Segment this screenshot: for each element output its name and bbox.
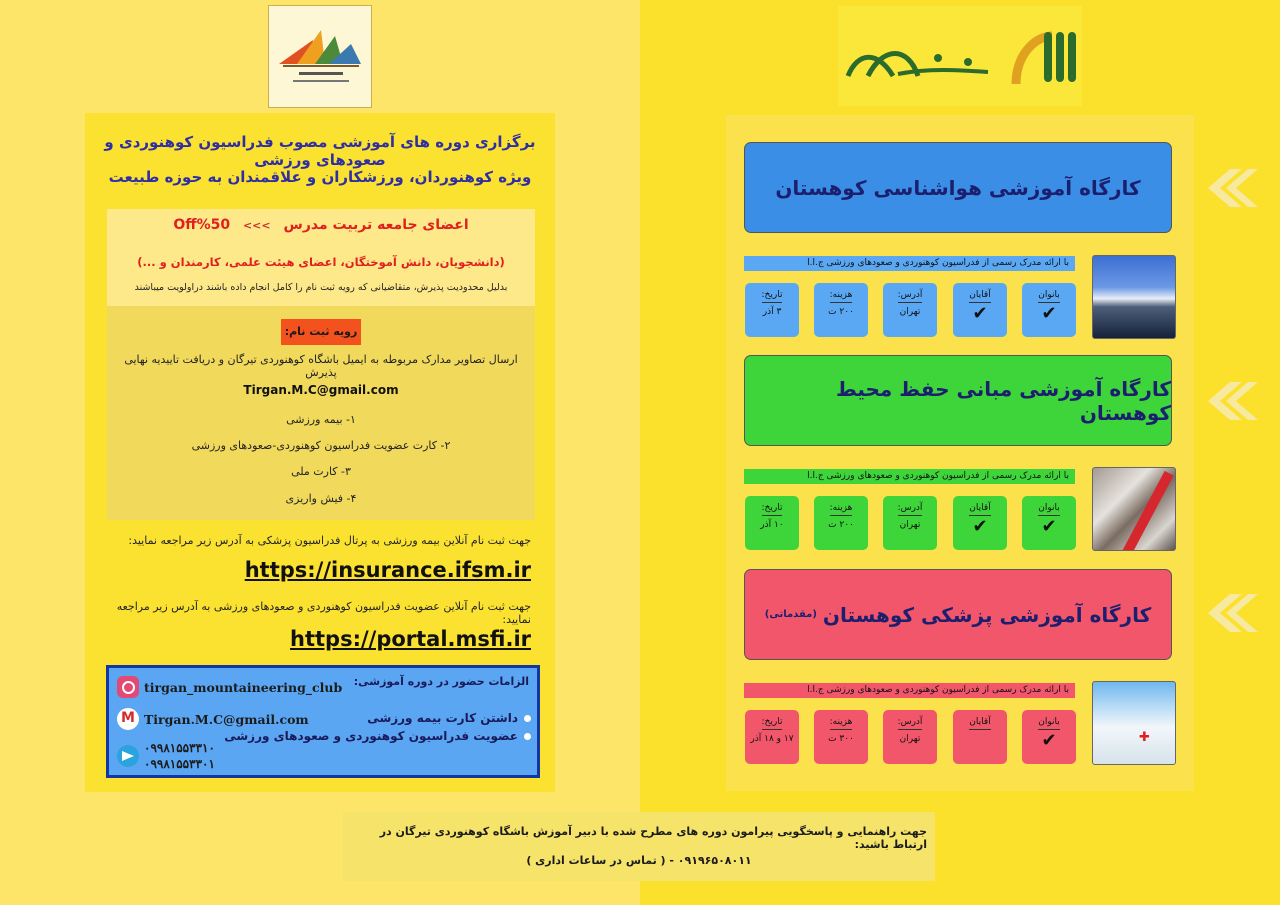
- document-item: ۲- کارت عضویت فدراسیون کوهنوردی-صعودهای ورزشی: [191, 439, 451, 452]
- workshop-banner-environment[interactable]: [744, 355, 1172, 446]
- photo-detail: [1122, 471, 1173, 551]
- men-box: [953, 496, 1007, 550]
- men-label: آقایان: [969, 502, 990, 516]
- requirements-title: الزامات حضور در دوره آموزشی:: [353, 675, 529, 688]
- cost-label: هزینه:: [830, 502, 853, 516]
- chevron-left-icon: [1198, 590, 1258, 636]
- address-box: [883, 283, 937, 337]
- date-box: [745, 710, 799, 764]
- document-item: ۱- بیمه ورزشی: [286, 413, 356, 426]
- requirement-item: [224, 729, 531, 743]
- address-value: تهران: [899, 734, 921, 744]
- women-label: بانوان: [1038, 502, 1060, 516]
- women-box: [1022, 710, 1076, 764]
- date-box: [745, 496, 799, 550]
- address-value: تهران: [899, 520, 921, 530]
- promo-audience: (دانشجویان، دانش آموختگان، اعضای هیئت علمی، کارمندان و ...): [137, 255, 505, 269]
- bullet-icon: [524, 715, 531, 722]
- date-value: ۱۷ و ۱۸ آذر: [750, 734, 794, 744]
- cost-box: [814, 710, 868, 764]
- check-icon: ✔: [1041, 730, 1057, 751]
- date-label: تاریخ:: [762, 716, 783, 730]
- registration-email[interactable]: Tirgan.M.C@gmail.com: [243, 383, 399, 397]
- instagram-icon: [117, 676, 139, 698]
- address-box: [883, 710, 937, 764]
- address-label: آدرس:: [898, 289, 923, 303]
- document-item: ۳- کارت ملی: [291, 465, 351, 478]
- promo-separator: >>>: [242, 219, 271, 232]
- bullet-icon: [524, 733, 531, 740]
- chevron-left-icon: [1198, 165, 1258, 211]
- main-headline: برگزاری دوره های آموزشی مصوب فدراسیون کوهنوردی و صعودهای ورزشی: [104, 133, 536, 169]
- address-box: [883, 496, 937, 550]
- address-label: آدرس:: [898, 502, 923, 516]
- instagram-handle[interactable]: tirgan_mountaineering_club: [144, 679, 343, 695]
- sub-headline: ویژه کوهنوردان، ورزشکاران و علاقمندان به حوزه طبیعت: [108, 168, 532, 186]
- workshop-banner-medicine[interactable]: [744, 569, 1172, 660]
- date-label: تاریخ:: [762, 289, 783, 303]
- workshop-title: کارگاه آموزشی مبانی حفظ محیط کوهستان: [835, 376, 1171, 425]
- date-value: ۱۰ آذر: [760, 520, 784, 530]
- cost-label: هزینه:: [830, 289, 853, 303]
- requirement-text: عضویت فدراسیون کوهنوردی و صعودهای ورزشی: [224, 729, 518, 743]
- document-item: ۴- فیش واریزی: [285, 492, 357, 505]
- workshop-banner-meteorology[interactable]: [744, 142, 1172, 233]
- women-box: [1022, 283, 1076, 337]
- chevron-left-icon: [1198, 378, 1258, 424]
- email-row[interactable]: [117, 708, 309, 730]
- check-icon: ✔: [972, 303, 988, 324]
- promo-note: بدلیل محدودیت پذیرش، متقاضیانی که رویه ثبت نام را کامل انجام داده باشند دراولویت میباشند: [134, 282, 508, 293]
- date-label: تاریخ:: [762, 502, 783, 516]
- promo-title: اعضای جامعه تربیت مدرس: [283, 217, 469, 233]
- cost-value: ۳۰۰ ت: [828, 734, 854, 744]
- insurance-link[interactable]: https://insurance.ifsm.ir: [244, 558, 531, 582]
- men-box: [953, 710, 1007, 764]
- gmail-icon: [117, 708, 139, 730]
- registration-procedure: [107, 306, 535, 520]
- contact-box: [106, 665, 540, 778]
- workshop-title: کارگاه آموزشی هواشناسی کوهستان: [775, 175, 1141, 200]
- club-logo: [268, 5, 372, 108]
- promo-discount: 50%Off: [173, 217, 231, 233]
- instagram-row[interactable]: [117, 676, 342, 698]
- insurance-instruction: جهت ثبت نام آنلاین بیمه ورزشی به پرتال فدراسیون پزشکی به آدرس زیر مراجعه نمایید:: [128, 534, 531, 547]
- date-box: [745, 283, 799, 337]
- women-label: بانوان: [1038, 716, 1060, 730]
- cost-value: ۲۰۰ ت: [828, 307, 854, 317]
- cost-box: [814, 496, 868, 550]
- discount-promo: [107, 209, 535, 306]
- mountain-clouds-photo: [1092, 255, 1176, 339]
- requirement-item: [367, 711, 531, 725]
- cost-label: هزینه:: [830, 716, 853, 730]
- telegram-row[interactable]: [117, 740, 215, 772]
- portal-instruction: جهت ثبت نام آنلاین عضویت فدراسیون کوهنوردی و صعودهای ورزشی به آدرس زیر مراجعه نمایید:: [116, 600, 531, 626]
- footer-contact: [343, 812, 935, 881]
- snow-tent-photo: [1092, 681, 1176, 765]
- registration-title: رویه ثبت نام:: [281, 319, 361, 345]
- men-label: آقایان: [969, 716, 990, 730]
- women-label: بانوان: [1038, 289, 1060, 303]
- check-icon: ✔: [1041, 516, 1057, 537]
- check-icon: ✔: [1041, 303, 1057, 324]
- red-cross-icon: ✚: [1139, 730, 1150, 745]
- university-logo: [838, 6, 1082, 106]
- portal-link[interactable]: https://portal.msfi.ir: [290, 627, 531, 651]
- university-logo-mark: [838, 6, 1082, 106]
- workshop-title: کارگاه آموزشی پزشکی کوهستان: [822, 602, 1152, 627]
- telegram-icon: [117, 745, 139, 767]
- footer-phone[interactable]: ۰۹۱۹۶۵۰۸۰۱۱ - ( تماس در ساعات اداری ): [526, 854, 752, 867]
- address-label: آدرس:: [898, 716, 923, 730]
- contact-email[interactable]: Tirgan.M.C@gmail.com: [144, 711, 309, 727]
- club-logo-mark: [269, 6, 371, 107]
- phone-number[interactable]: ۰۹۹۸۱۵۵۳۳۰۱: [144, 757, 215, 771]
- cost-box: [814, 283, 868, 337]
- cleanup-photo: [1092, 467, 1176, 551]
- check-icon: ✔: [972, 516, 988, 537]
- footer-line: جهت راهنمایی و پاسخگویی پیرامون دوره های مطرح شده با دبیر آموزش باشگاه کوهنوردی تیرگان در ارتباط باشید:: [379, 825, 927, 851]
- registration-description: ارسال تصاویر مدارک مربوطه به ایمیل باشگاه کوهنوردی تیرگان و دریافت تاییدیه نهایی پذیرش: [124, 353, 518, 379]
- women-box: [1022, 496, 1076, 550]
- workshops-panel: [726, 115, 1194, 791]
- phone-numbers: [144, 740, 215, 772]
- course-info-panel: [85, 113, 555, 792]
- address-value: تهران: [899, 307, 921, 317]
- workshop-level: (مقدماتی): [764, 609, 817, 620]
- workshop-condition: با ارائه مدرک رسمی از فدراسیون کوهنوردی و صعودهای ورزشی ج.ا.ا: [744, 256, 1075, 271]
- cost-value: ۲۰۰ ت: [828, 520, 854, 530]
- workshop-condition: با ارائه مدرک رسمی از فدراسیون کوهنوردی و صعودهای ورزشی ج.ا.ا: [744, 683, 1075, 698]
- requirement-text: داشتن کارت بیمه ورزشی: [367, 711, 518, 725]
- men-label: آقایان: [969, 289, 990, 303]
- promo-title-row: [107, 217, 535, 233]
- phone-number[interactable]: ۰۹۹۸۱۵۵۳۳۱۰: [144, 741, 215, 755]
- men-box: [953, 283, 1007, 337]
- workshop-condition: با ارائه مدرک رسمی از فدراسیون کوهنوردی و صعودهای ورزشی ج.ا.ا: [744, 469, 1075, 484]
- date-value: ۳ آذر: [762, 307, 782, 317]
